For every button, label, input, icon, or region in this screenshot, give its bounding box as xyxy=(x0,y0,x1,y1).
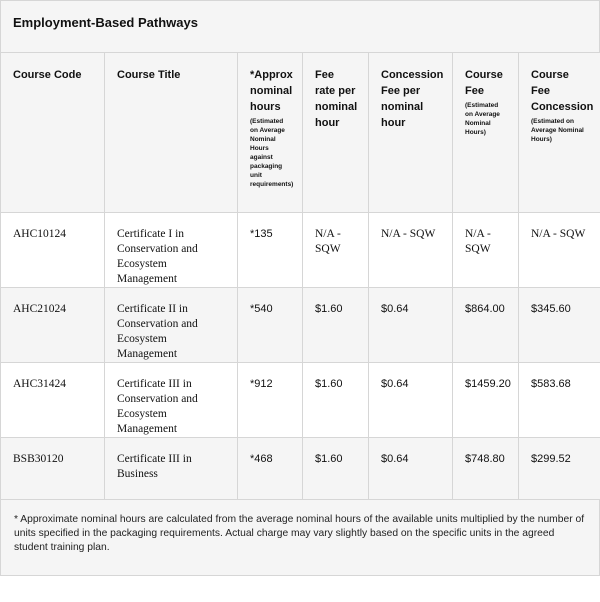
course-fee: $1459.20 xyxy=(453,363,519,438)
course-code: AHC31424 xyxy=(1,363,105,438)
course-fee: $748.80 xyxy=(453,438,519,500)
header-label: *Approx nominal hours xyxy=(250,69,293,113)
course-code: AHC10124 xyxy=(1,213,105,288)
course-title: Certificate II in Conservation and Ecosystem Management xyxy=(105,288,238,363)
header-label: Fee rate per nominal hour xyxy=(315,69,358,129)
header-label: Course Title xyxy=(117,69,181,81)
nominal-hours: *468 xyxy=(238,438,303,500)
header-label: Course Fee xyxy=(465,69,503,97)
course-title: Certificate III in Business xyxy=(105,438,238,500)
nominal-hours: *540 xyxy=(238,288,303,363)
table-row xyxy=(1,288,600,363)
course-fee-concession: $299.52 xyxy=(519,438,600,500)
header-label: Concession Fee per nominal hour xyxy=(381,69,444,129)
concession-rate: $0.64 xyxy=(369,288,453,363)
fee-rate: N/A - SQW xyxy=(303,213,369,288)
header-note: (Estimated on Average Nominal Hours against packaging unit requirements) xyxy=(250,118,294,188)
concession-rate: $0.64 xyxy=(369,438,453,500)
course-title: Certificate III in Conservation and Ecosystem Management xyxy=(105,363,238,438)
course-code: BSB30120 xyxy=(1,438,105,500)
table-row xyxy=(1,363,600,438)
fee-table xyxy=(0,52,600,500)
footnote: * Approximate nominal hours are calculated from the average nominal hours of the available units multiplied by the number of units specified in the packaging requirements. Actual charge may vary slightly based on the specific units in the agreed student training plan. xyxy=(0,500,600,576)
course-title: Certificate I in Conservation and Ecosystem Management xyxy=(105,213,238,288)
course-fee-concession: N/A - SQW xyxy=(519,213,600,288)
concession-rate: N/A - SQW xyxy=(369,213,453,288)
course-fee: $864.00 xyxy=(453,288,519,363)
header-course-code xyxy=(1,53,105,213)
table-row xyxy=(1,213,600,288)
header-course-fee-concession xyxy=(519,53,600,213)
header-label: Course Code xyxy=(13,69,82,81)
fee-rate: $1.60 xyxy=(303,288,369,363)
course-fee-concession: $583.68 xyxy=(519,363,600,438)
header-fee-rate xyxy=(303,53,369,213)
header-note: (Estimated on Average Nominal Hours) xyxy=(465,102,500,136)
page-title: Employment-Based Pathways xyxy=(0,0,600,52)
header-course-fee xyxy=(453,53,519,213)
fee-rate: $1.60 xyxy=(303,363,369,438)
concession-rate: $0.64 xyxy=(369,363,453,438)
course-code: AHC21024 xyxy=(1,288,105,363)
header-note: (Estimated on Average Nominal Hours) xyxy=(531,118,584,143)
table-row xyxy=(1,438,600,500)
header-course-title xyxy=(105,53,238,213)
nominal-hours: *135 xyxy=(238,213,303,288)
course-fee: N/A - SQW xyxy=(453,213,519,288)
header-concession-rate xyxy=(369,53,453,213)
fee-rate: $1.60 xyxy=(303,438,369,500)
header-nominal-hours xyxy=(238,53,303,213)
header-label: Course Fee Concession xyxy=(531,69,594,113)
nominal-hours: *912 xyxy=(238,363,303,438)
course-fee-concession: $345.60 xyxy=(519,288,600,363)
table-header-row xyxy=(1,53,600,213)
